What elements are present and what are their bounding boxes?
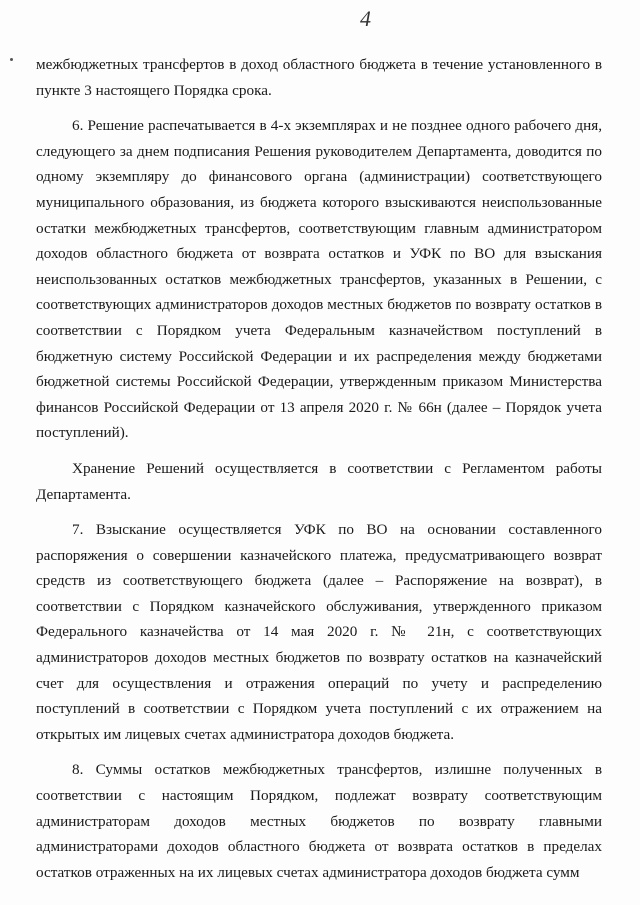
document-body xyxy=(36,52,602,885)
paragraph-storage: Хранение Решений осуществляется в соответствии с Регламентом работы Департамента. xyxy=(36,459,602,503)
paragraph-continuation: межбюджетных трансфертов в доход областного бюджета в течение установленного в пункте 3 настоящего Порядка срока. xyxy=(36,56,602,99)
paragraph-7: 7. Взыскание осуществляется УФК по ВО на основании составленного распоряжения о совершении казначейского платежа, предусматривающего возврат средств из соответствующего бюджета (далее – Распоряжение на возврат), в соответствии с Порядком казначейского обслуживания, утвержденного приказом Федерального казначейства от 14 мая 2020 г. № 21н, с соответствующих администраторов доходов местных бюджетов по возврату остатков на казначейский счет для осуществления и отражения операций по учету и распределению поступлений в соответствии с Порядком учета поступлений с их отражением на открытых им лицевых счетах администратора доходов бюджета. xyxy=(36,521,602,743)
paragraph-6: 6. Решение распечатывается в 4-х экземплярах и не позднее одного рабочего дня, следующего за днем подписания Решения руководителем Департамента, доводится по одному экземпляру до финансового органа (администрации) соответствующего муниципального образования, из бюджета которого взыскиваются неиспользованные остатки межбюджетных трансфертов, соответствующим главным администратором доходов областного бюджета от возврата остатков и УФК по ВО для взыскания неиспользованных остатков межбюджетных трансфертов, указанных в Решении, с соответствующих администраторов доходов местных бюджетов по возврату остатков в соответствии с Порядком учета Федеральным казначейством поступлений в бюджетную систему Российской Федерации и их распределения между бюджетами бюджетной системы Российской Федерации, утвержденным приказом Министерства финансов Российской Федерации от 13 апреля 2020 г. № 66н (далее – Порядок учета поступлений). xyxy=(36,117,602,442)
scan-artifact-dot xyxy=(10,58,13,61)
paragraph-8: 8. Суммы остатков межбюджетных трансфертов, излишне полученных в соответствии с настоящим Порядком, подлежат возврату соответствующим администраторам доходов местных бюджетов по возврату главными администраторами доходов областного бюджета от возврата остатков в пределах остатков отраженных на их лицевых счетах администратора доходов бюджета сумм xyxy=(36,761,602,881)
page-number: 4 xyxy=(360,6,371,31)
